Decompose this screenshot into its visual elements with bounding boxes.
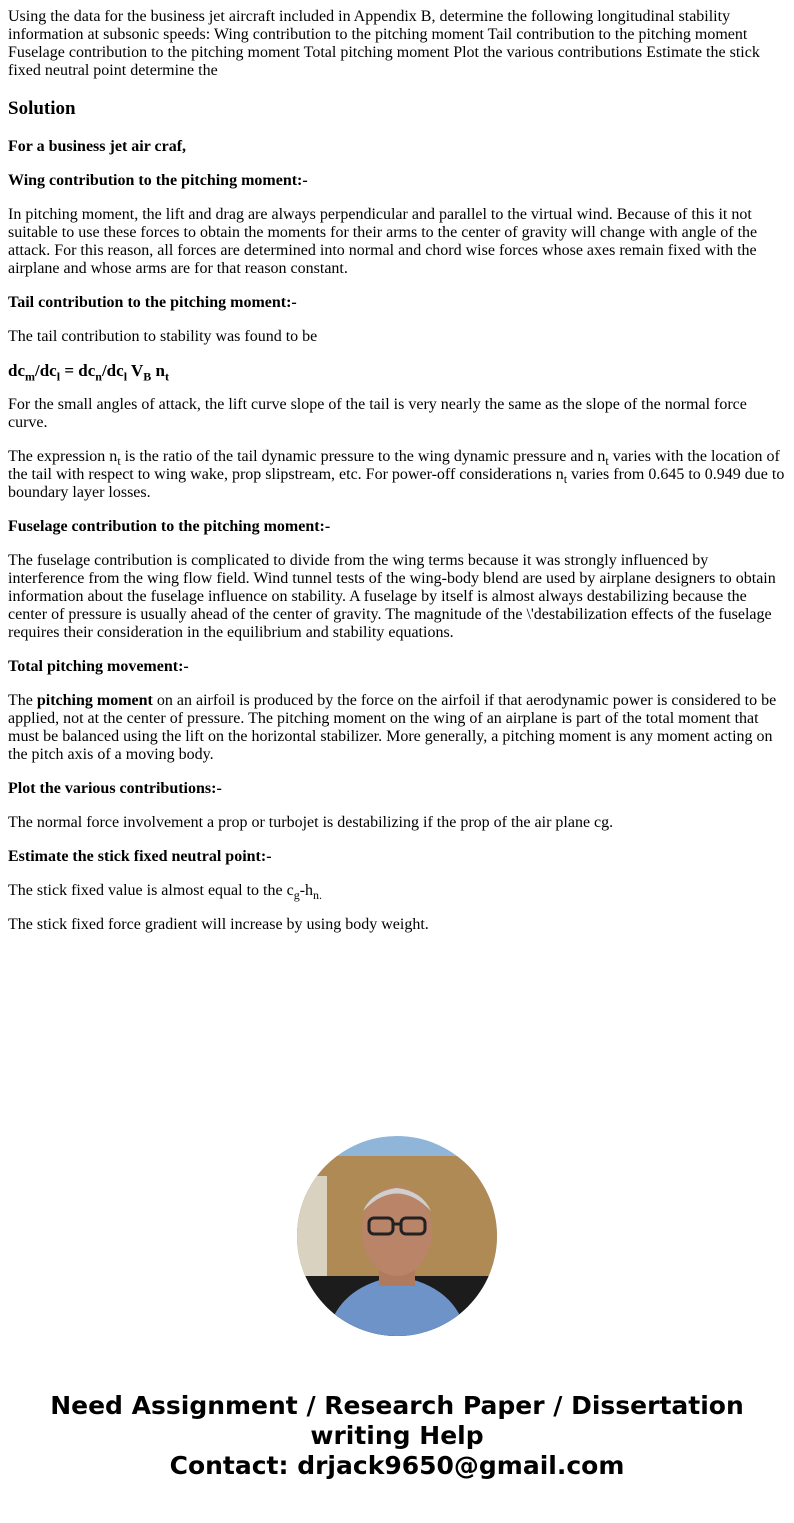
footer-contact: Contact: drjack9650@gmail.com (169, 1451, 625, 1480)
fuselage-heading: Fuselage contribution to the pitching moment:- (8, 518, 331, 535)
author-avatar (297, 1136, 497, 1336)
plot-heading: Plot the various contributions:- (8, 780, 222, 797)
neutral-heading: Estimate the stick fixed neutral point:- (8, 848, 272, 865)
total-heading: Total pitching movement:- (8, 658, 189, 675)
solution-heading: Solution (8, 98, 76, 119)
wing-text: In pitching moment, the lift and drag are always perpendicular and parallel to the virtual wind. Because of this it not suitable to use these forces to obtain the moments for their arms to the center of gravity will change with angle of the attack. For this reason, all forces are determined into normal and chord wise forces whose axes remain fixed with the airplane and whose arms are for that reason constant. (8, 206, 758, 277)
question-text: Using the data for the business jet aircraft included in Appendix B, determine the following longitudinal stability information at subsonic speeds: Wing contribution to the pitching moment Tail contribution to the pitching moment Fuselage contribution to the pitching moment Total pitching moment Plot the various contributions Estimate the stick fixed neutral point determine the (8, 8, 760, 79)
tail-expression-text: The expression $n_t$ is the ratio of the tail dynamic pressure to the wing dynamic pressure and $n_t$ varies with the location of the tail with respect to wing wake, prop slipstream, etc. For power-off considerations $n_t$ varies from 0.645 to 0.949 due to boundary layer losses. (8, 448, 785, 501)
footer-help-text: Need Assignment / Research Paper / Dissertation writing Help (50, 1391, 744, 1450)
tail-text: The tail contribution to stability was found to be (8, 328, 318, 345)
tail-slope-text: For the small angles of attack, the lift curve slope of the tail is very nearly the same as the slope of the normal force curve. (8, 396, 747, 431)
total-text: The pitching moment on an airfoil is produced by the force on the airfoil if that aerodynamic power is considered to be applied, not at the center of pressure. The pitching moment on the wing of an airplane is part of the total moment that must be balanced using the lift on the horizontal stabilizer. More generally, a pitching moment is any moment acting on the pitch axis of a moving body. (8, 692, 777, 763)
neutral-gradient-text: The stick fixed force gradient will increase by using body weight. (8, 916, 429, 933)
tail-equation: $dc_m/dc_l = dc_n/dc_l$ $V_B$ $n_t$ (8, 361, 169, 384)
intro: For a business jet air craf, (8, 138, 187, 155)
fuselage-text: The fuselage contribution is complicated to divide from the wing terms because it was strongly influenced by interference from the wing flow field. Wind tunnel tests of the wing-body blend are used by airplane designers to obtain information about the fuselage influence on stability. A fuselage by itself is almost always destabilizing because the center of pressure is usually ahead of the center of gravity. The magnitude of the \'destabilization effects of the fuselage requires their consideration in the equilibrium and stability equations. (8, 552, 776, 641)
neutral-text: The stick fixed value is almost equal to the $c_g-h_{n.}$ (8, 882, 323, 903)
plot-text: The normal force involvement a prop or turbojet is destabilizing if the prop of the air plane cg. (8, 814, 614, 831)
tail-heading: Tail contribution to the pitching moment:- (8, 294, 297, 311)
wing-heading: Wing contribution to the pitching moment:- (8, 172, 308, 189)
footer-banner (8, 1391, 786, 1481)
